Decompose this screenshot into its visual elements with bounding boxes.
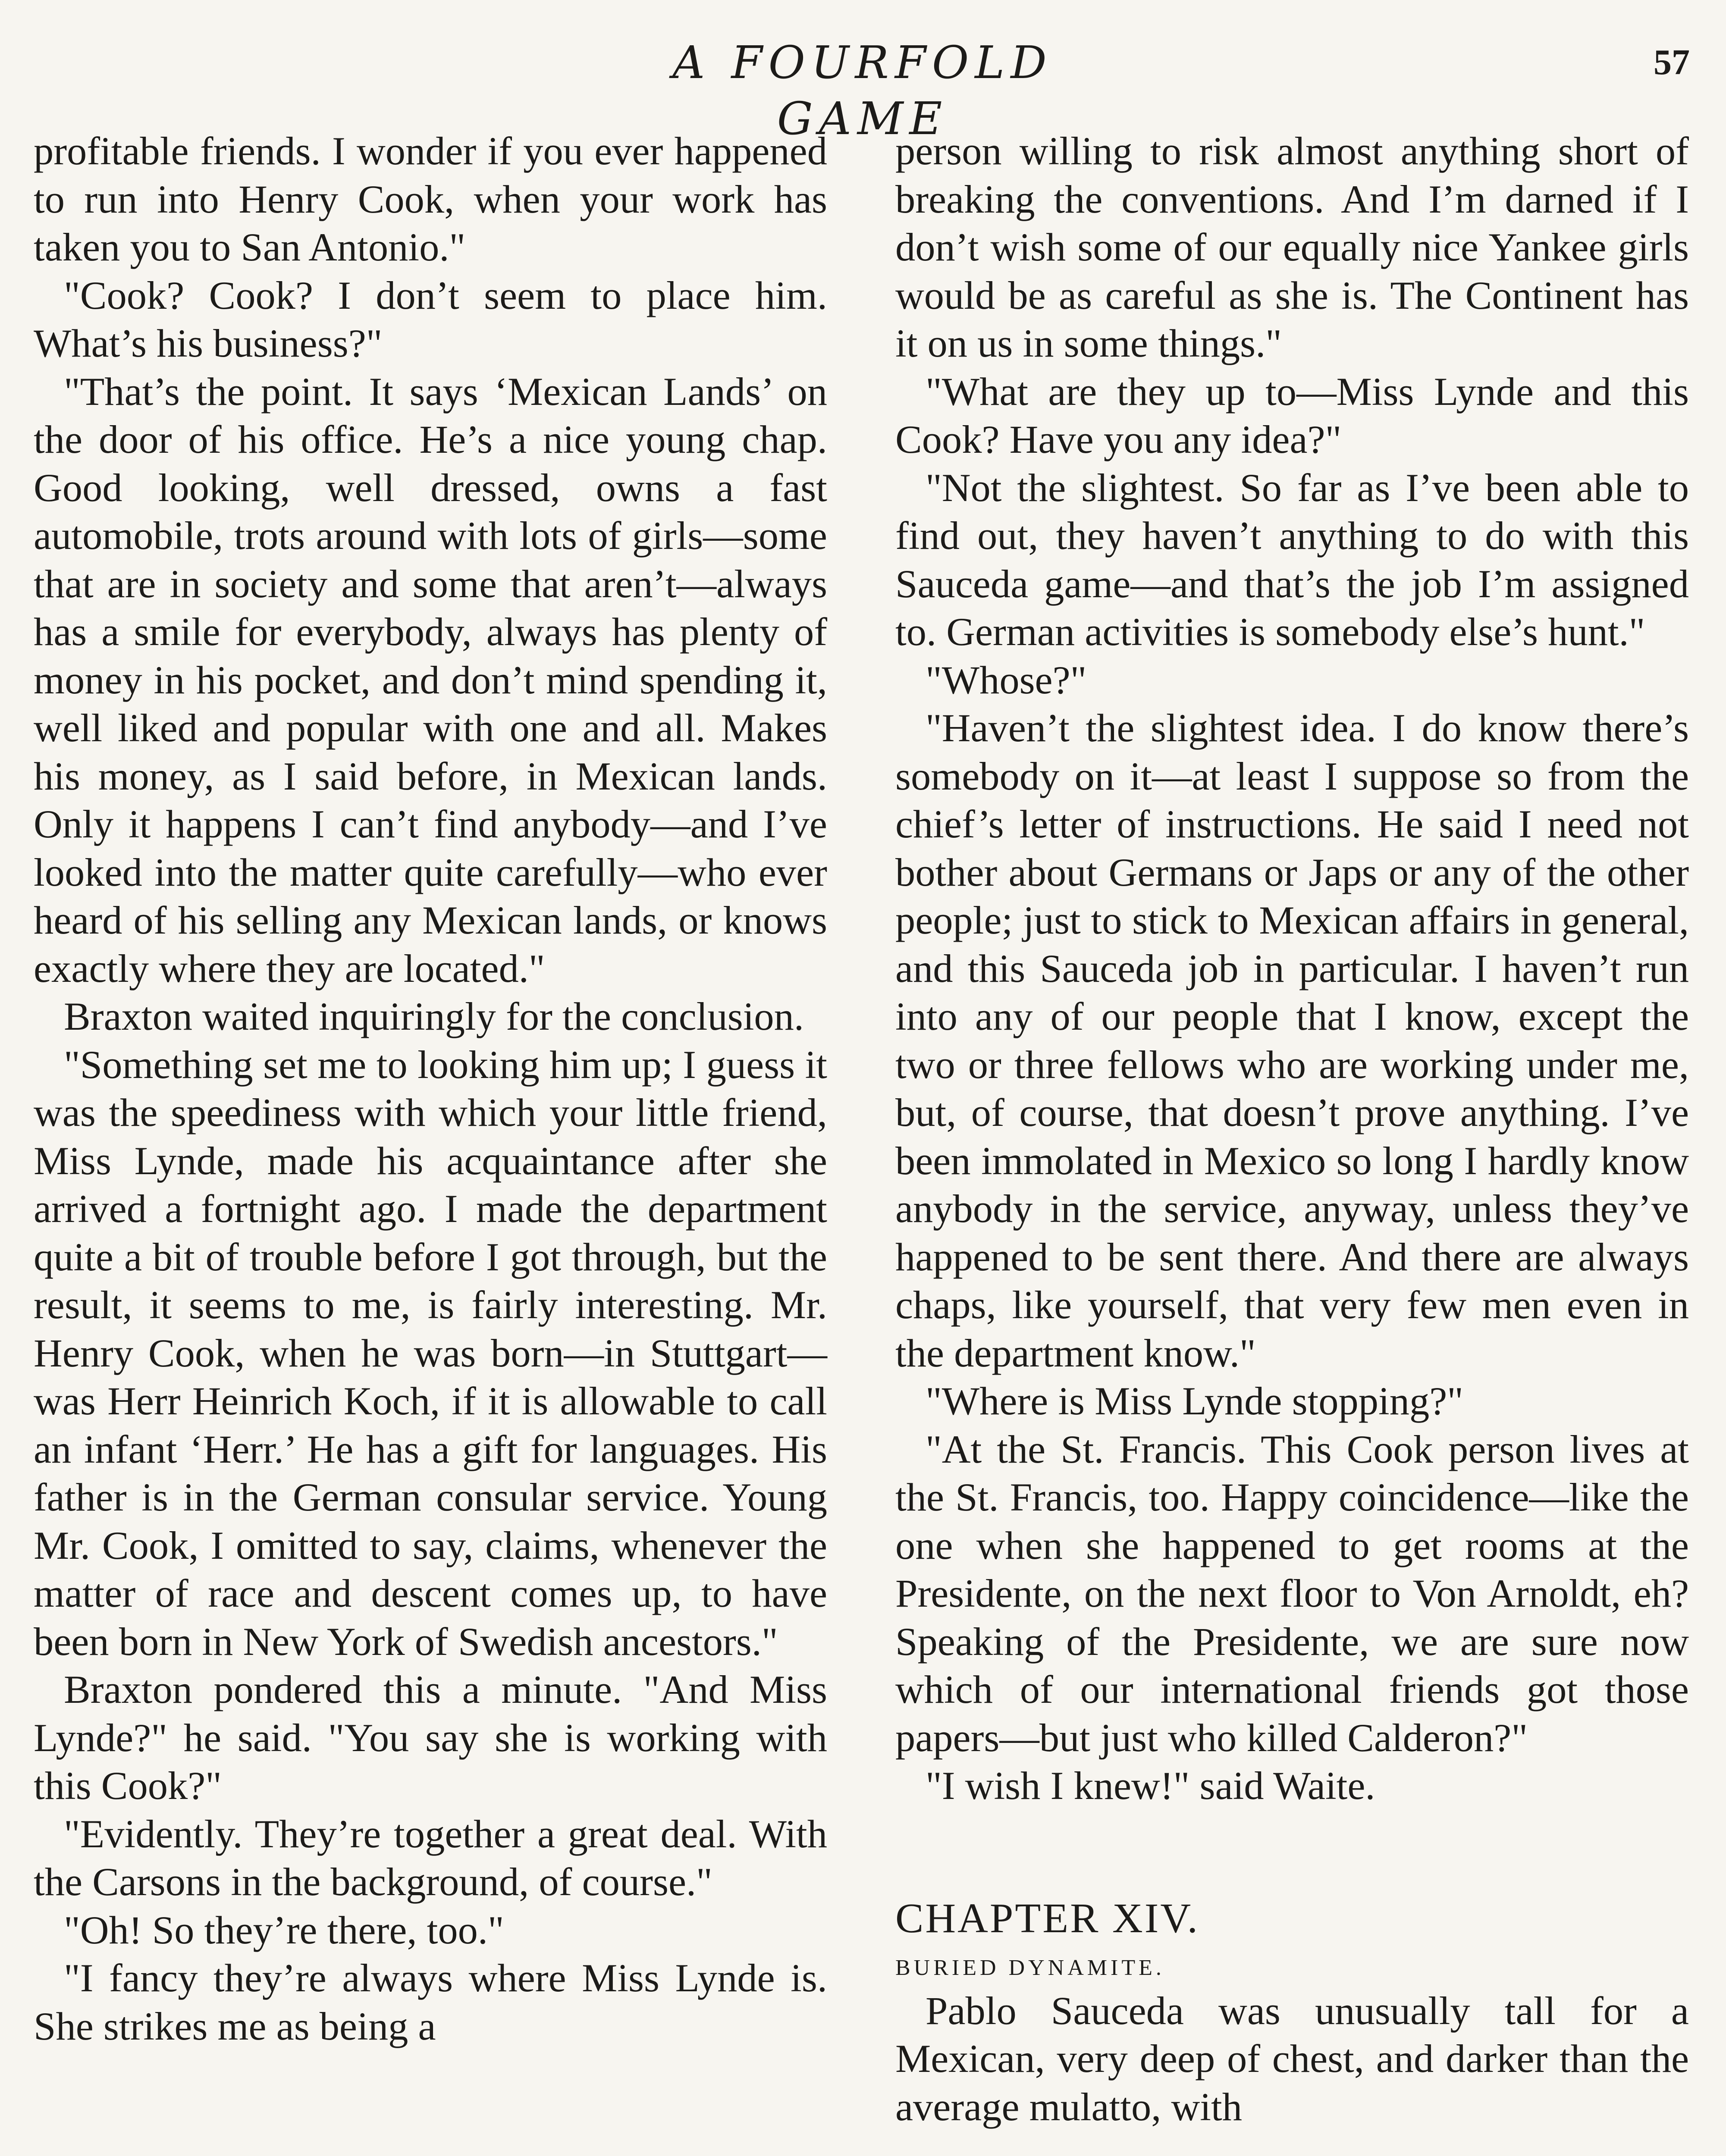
paragraph: "At the St. Francis. This Cook person lives at the St. Francis, too. Happy coincidence—like the one when she happened to get rooms at the Presidente, on the next floor to Von Arnoldt, eh? Speaking of the Presidente, we are sure now which of our international friends got those papers—but just who killed Calderon?" bbox=[895, 1427, 1689, 1760]
paragraph: "What are they up to—Miss Lynde and this Cook? Have you any idea?" bbox=[895, 370, 1689, 462]
paragraph: Braxton waited inquiringly for the conclusion. bbox=[64, 995, 804, 1039]
paragraph: "Oh! So they’re there, too." bbox=[64, 1908, 504, 1952]
paragraph: "Cook? Cook? I don’t seem to place him. What’s his business?" bbox=[34, 273, 827, 366]
paragraph: "I fancy they’re always where Miss Lynde is. She strikes me as being a bbox=[34, 1956, 827, 2049]
paragraph: "Haven’t the slightest idea. I do know there’s somebody on it—at least I suppose so from the chief’s letter of instructions. He said I need not bother about Germans or Japs or any of the other people; just to stick to Mexican affairs in general, and this Sauceda job in particular. I haven’t run into any of our people that I know, except the two or three fellows who are working under me, but, of course, that doesn’t prove anything. I’ve been immolated in Mexico so long I hardly know anybody in the service, anyway, unless they’ve happened to be sent there. And there are always chaps, like yourself, that very few men even in the department know." bbox=[895, 706, 1689, 1376]
paragraph: "Not the slightest. So far as I’ve been able to find out, they haven’t anything to do with this Sauceda game—and that’s the job I’m assigned to. German activities is somebody else’s hunt." bbox=[895, 466, 1689, 654]
page-number: 57 bbox=[1654, 42, 1690, 82]
paragraph: person willing to risk almost anything short of breaking the conventions. And I’m darned if I don’t wish some of our equally nice Yankee girls would be as careful as she is. The Continent has it on us in some things." bbox=[895, 129, 1689, 366]
paragraph: "Where is Miss Lynde stopping?" bbox=[926, 1379, 1464, 1423]
chapter-opening-paragraph: Pablo Sauceda was unusually tall for a Mexican, very deep of chest, and darker than the average mulatto, with bbox=[895, 1989, 1689, 2129]
chapter-spacer bbox=[895, 1811, 1689, 1888]
running-title: A FOURFOLD GAME bbox=[672, 36, 1053, 145]
paragraph: "That’s the point. It says ‘Mexican Lands’ on the door of his office. He’s a nice young chap. Good looking, well dressed, owns a fast automobile, trots around with lots of girls—some that are in society and some that aren’t—always has a smile for everybody, always has plenty of money in his pocket, and don’t mind spending it, well liked and popular with one and all. Makes his money, as I said before, in Mexican lands. Only it happens I can’t find anybody—and I’ve looked into the matter quite carefully—who ever heard of his selling any Mexican lands, or knows exactly where they are located." bbox=[34, 370, 827, 991]
paragraph: "I wish I knew!" said Waite. bbox=[926, 1764, 1375, 1808]
chapter-subtitle: BURIED DYNAMITE. bbox=[895, 1955, 1165, 1980]
paragraph: Braxton pondered this a minute. "And Miss Lynde?" he said. "You say she is working with this Cook?" bbox=[34, 1668, 827, 1808]
left-column bbox=[34, 128, 827, 2051]
chapter-title: CHAPTER XIV. bbox=[895, 1895, 1200, 1942]
right-column bbox=[895, 128, 1689, 2131]
paragraph: "Something set me to looking him up; I guess it was the speediness with which your little friend, Miss Lynde, made his acquaintance after she arrived a fortnight ago. I made the department quite a bit of trouble before I got through, but the result, it seems to me, is fairly interesting. Mr. Henry Cook, when he was born—in Stuttgart—was Herr Heinrich Koch, if it is allowable to call an infant ‘Herr.’ He has a gift for languages. His father is in the German consular service. Young Mr. Cook, I omitted to say, claims, whenever the matter of race and descent comes up, to have been born in New York of Swedish ancestors." bbox=[34, 1043, 827, 1664]
paragraph: "Evidently. They’re together a great deal. With the Carsons in the background, of course." bbox=[34, 1812, 827, 1904]
running-header bbox=[0, 34, 1726, 145]
paragraph: "Whose?" bbox=[926, 658, 1087, 702]
paragraph: profitable friends. I wonder if you ever happened to run into Henry Cook, when your work has taken you to San Antonio." bbox=[34, 129, 827, 270]
